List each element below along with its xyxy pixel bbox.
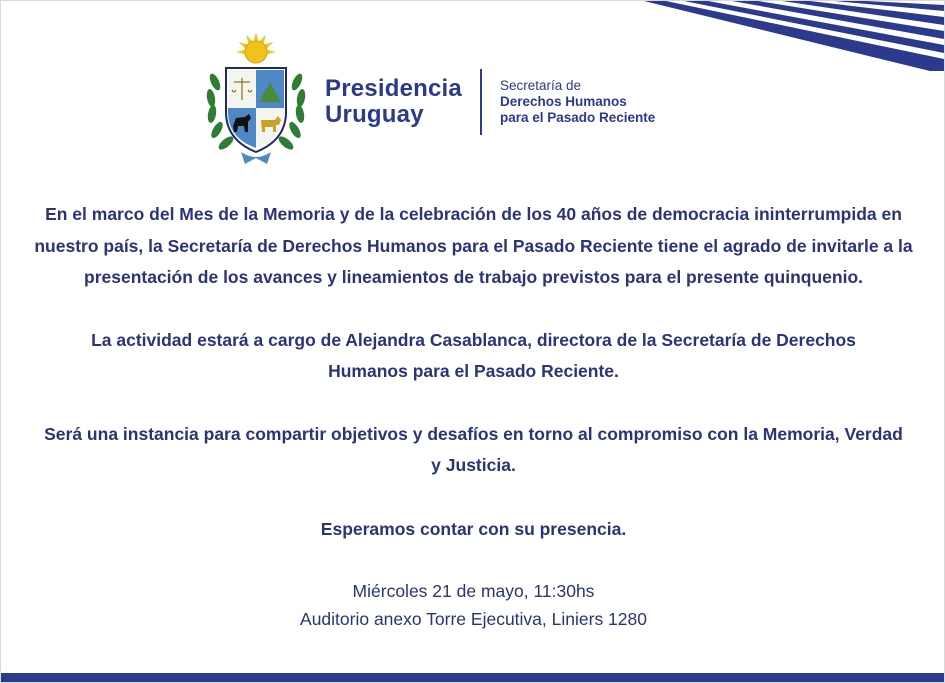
- secretaria-name: [500, 78, 655, 126]
- coat-of-arms-icon: [201, 30, 311, 175]
- secretaria-line-2: Derechos Humanos: [499, 94, 627, 109]
- paragraph-purpose: Será una instancia para compartir objetivos y desafíos en torno al compromiso con la Memoria, Verdad y Justicia.: [44, 423, 903, 475]
- paragraph-host: La actividad estará a cargo de Alejandra Casablanca, directora de la Secretaría de Derechos Humanos para el Pasado Reciente.: [91, 329, 856, 381]
- brand-name: [325, 76, 462, 128]
- invitation-body: [1, 199, 945, 633]
- decorative-stripes: [644, 1, 944, 71]
- brand-line-1: Presidencia: [325, 75, 462, 102]
- secretaria-line-3: para el Pasado Reciente: [499, 110, 656, 125]
- secretaria-line-1: Secretaría de: [499, 78, 581, 93]
- header: [201, 27, 655, 177]
- event-location: Auditorio anexo Torre Ejecutiva, Liniers 1280: [300, 609, 647, 629]
- bottom-band: [1, 673, 944, 682]
- header-divider: [480, 69, 482, 135]
- paragraph-closing: Esperamos contar con su presencia.: [320, 518, 627, 539]
- brand-line-2: Uruguay: [325, 101, 424, 128]
- event-details: [1, 577, 945, 633]
- paragraph-intro: En el marco del Mes de la Memoria y de la celebración de los 40 años de democracia ininterrumpida en nuestro país, la Secretaría de Derechos Humanos para el Pasado Reciente tiene el agrado de invitarle a la presentación de los avances y lineamientos de trabajo previstos para el presente quinquenio.: [34, 204, 913, 287]
- event-date-time: Miércoles 21 de mayo, 11:30hs: [352, 581, 595, 601]
